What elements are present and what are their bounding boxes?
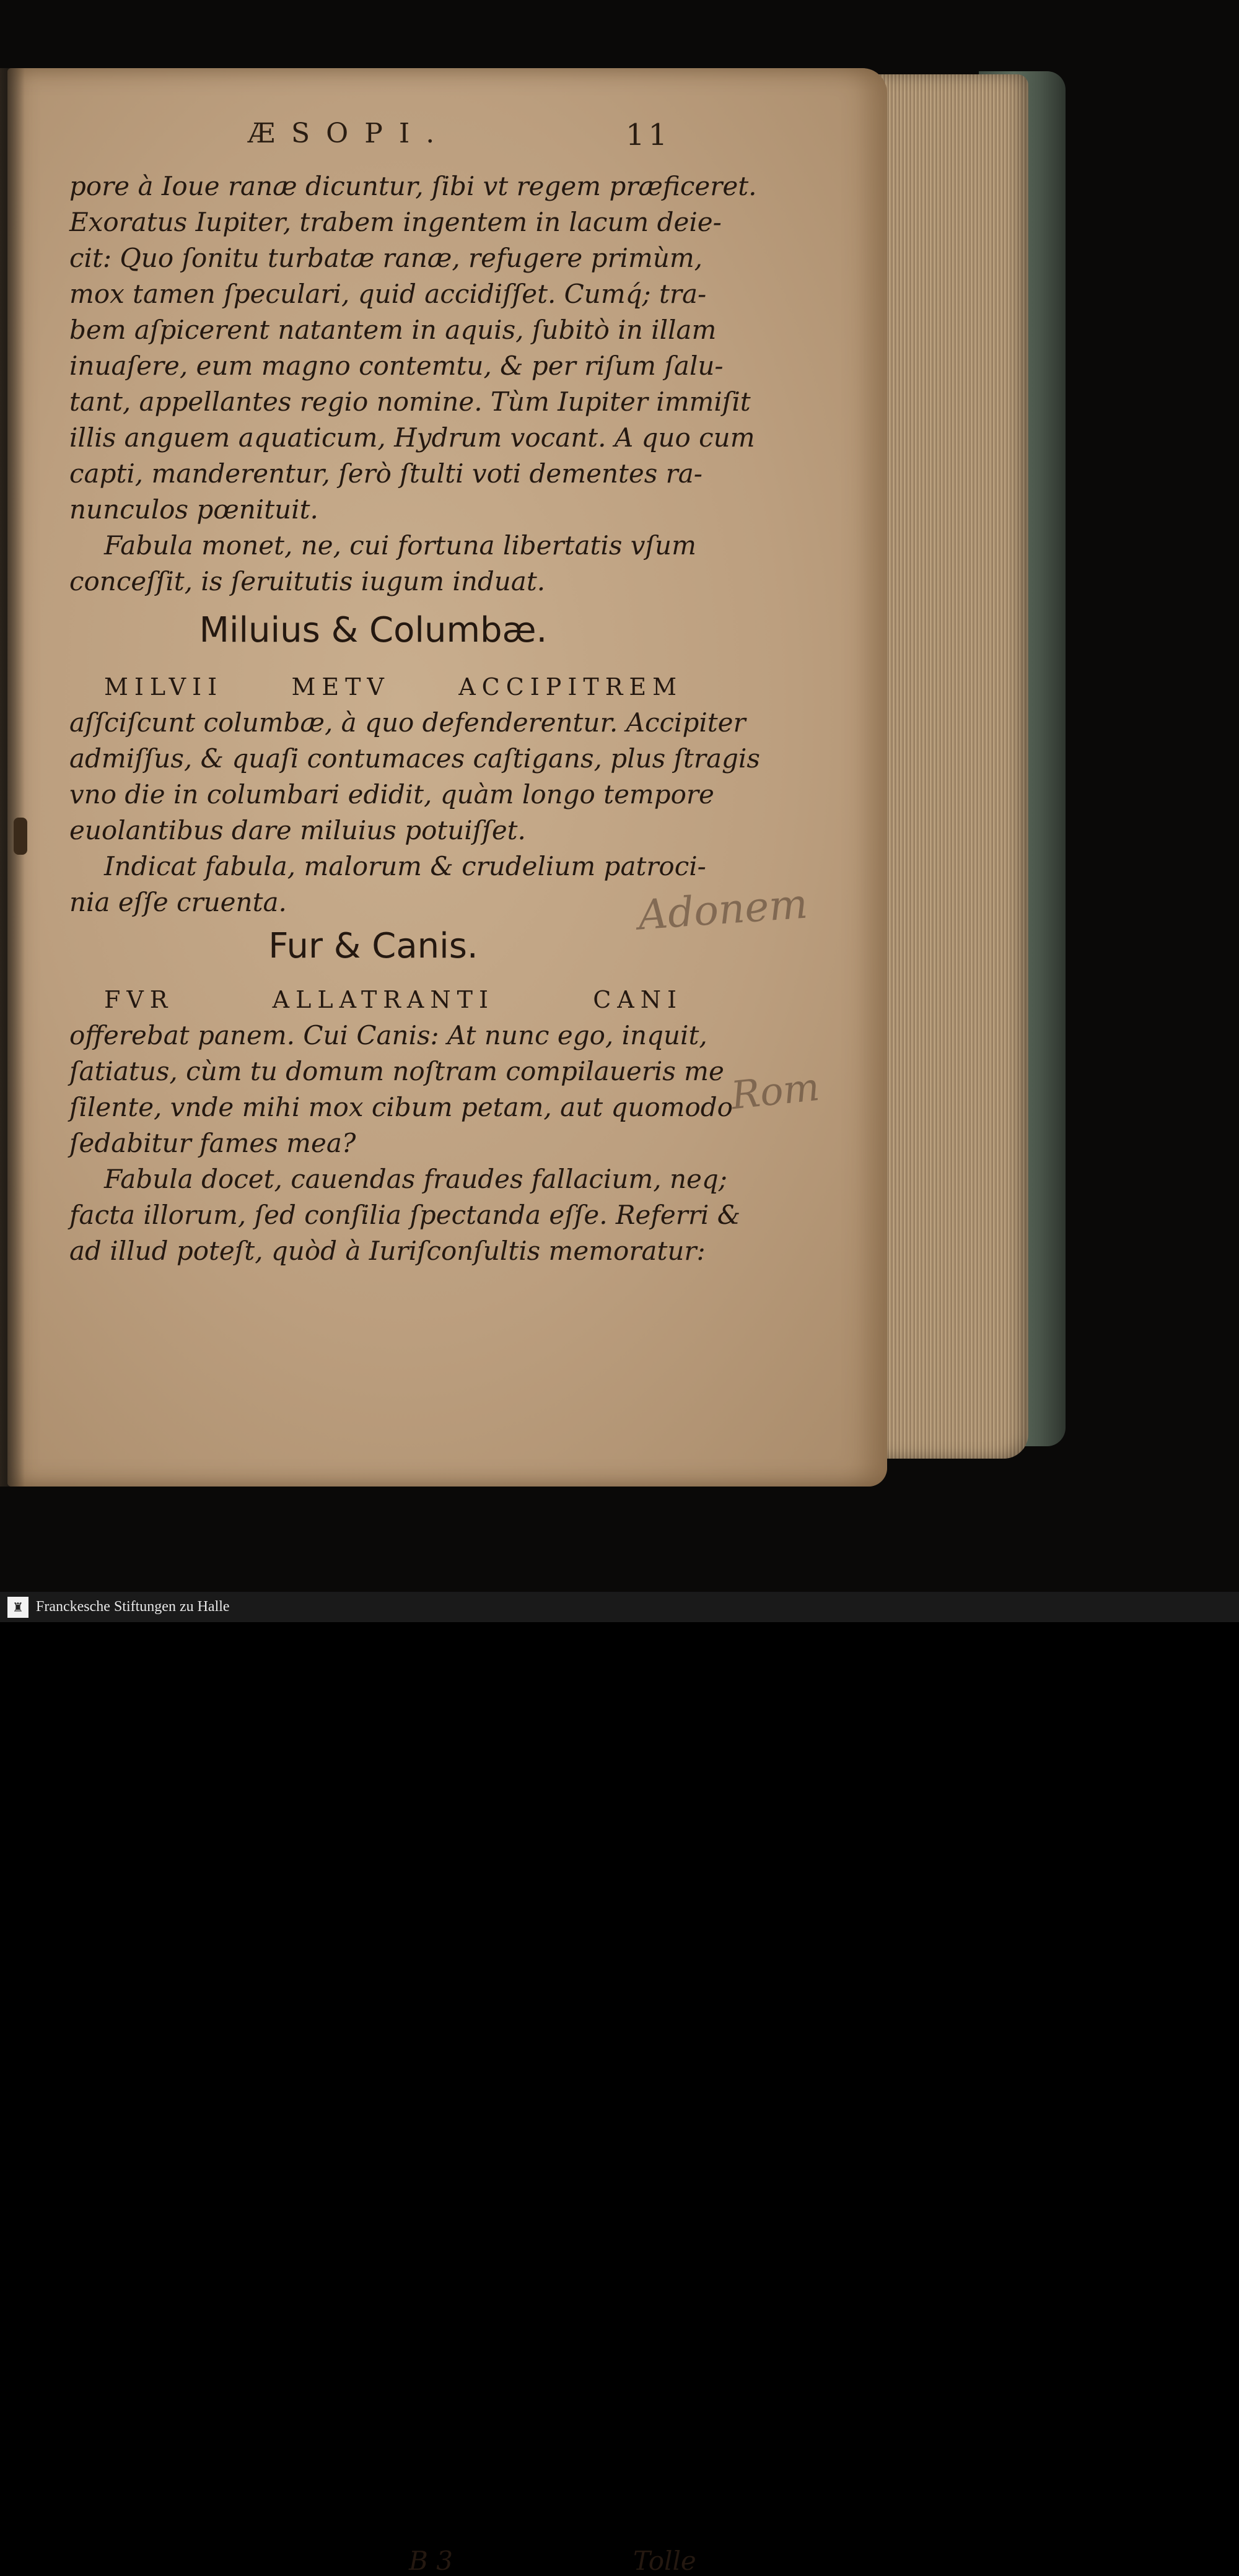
text-line: inuaſere, eum magno contemtu, & per riſum ſalu-	[69, 351, 724, 381]
moral-line: nia eſſe cruenta.	[69, 887, 287, 917]
text-line: vno die in columbari edidit, quàm longo tempore	[69, 779, 714, 810]
text-line: offerebat panem. Cui Canis: At nunc ego, inquit,	[69, 1020, 707, 1050]
footer-credit: Franckesche Stiftungen zu Halle	[36, 1599, 230, 1615]
running-head	[0, 118, 1239, 155]
text-line: Exoratus Iupiter, trabem ingentem in lacum deie-	[69, 207, 722, 237]
moral-line: conceſſit, is ſeruitutis iugum induat.	[69, 566, 546, 596]
viewer-footer	[0, 1592, 1239, 1622]
fable-title-kite: Miluius & Columbæ.	[199, 610, 548, 650]
catchword: Tolle	[633, 2546, 696, 2576]
text-line: ſedabitur fames mea?	[69, 1128, 356, 1158]
text-line: ſatiatus, cùm tu domum noſtram compilaueris me	[69, 1056, 724, 1086]
text-line: illis anguem aquaticum, Hydrum vocant. A quo cum	[69, 422, 755, 453]
moral-line: Fabula monet, ne, cui fortuna libertatis vſum	[104, 530, 696, 561]
moral-line: Indicat fabula, malorum & crudelium patroci-	[104, 851, 706, 881]
text-line: admiſſus, & quaſi contumaces caſtigans, plus ſtragis	[69, 743, 760, 774]
signature-mark: B 3	[409, 2546, 453, 2576]
fable-frogs-body	[69, 168, 757, 600]
text-line: mox tamen ſpeculari, quid accidiſſet. Cumq́; tra-	[69, 279, 707, 309]
opening-caps: FVR ALLATRANTI CANI	[104, 986, 683, 1013]
text-line: pore à Ioue ranæ dicuntur, ſibi vt regem præficeret.	[69, 171, 757, 201]
text-line: ſilente, vnde mihi mox cibum petam, aut quomodo	[69, 1092, 733, 1122]
text-line: bem aſpicerent natantem in aquis, ſubitò in illam	[69, 315, 717, 345]
marginal-note: Adonem	[636, 880, 810, 940]
text-line: tant, appellantes regio nomine. Tùm Iupiter immiſit	[69, 386, 751, 417]
text-line: nunculos pœnituit.	[69, 494, 318, 525]
text-line: euolantibus dare miluius potuiſſet.	[69, 815, 526, 845]
moral-line: ad illud poteſt, quòd à Iuriſconſultis memoratur:	[69, 1236, 706, 1266]
moral-line: facta illorum, ſed conſilia ſpectanda eſſe. Referri &	[69, 1200, 741, 1230]
moral-line: Fabula docet, cauendas fraudes fallacium, neq;	[104, 1164, 727, 1194]
fable-title-thief: Fur & Canis.	[268, 926, 478, 966]
fable-thief-body	[69, 982, 741, 1269]
marginal-note: Rom	[729, 1063, 822, 1119]
binding-mark	[14, 818, 27, 855]
fable-kite-body	[69, 669, 760, 920]
institution-logo-icon: ♜	[7, 1597, 28, 1618]
page-number: 11	[626, 118, 672, 152]
opening-caps: MILVII METV ACCIPITREM	[104, 673, 683, 701]
text-line: cit: Quo ſonitu turbatæ ranæ, refugere primùm,	[69, 243, 703, 273]
running-head-title: ÆSOPI.	[248, 118, 451, 149]
text-line: aſſciſcunt columbæ, à quo defenderentur. Accipiter	[69, 707, 746, 738]
text-line: capti, manderentur, ſerò ſtulti voti dementes ra-	[69, 458, 703, 489]
